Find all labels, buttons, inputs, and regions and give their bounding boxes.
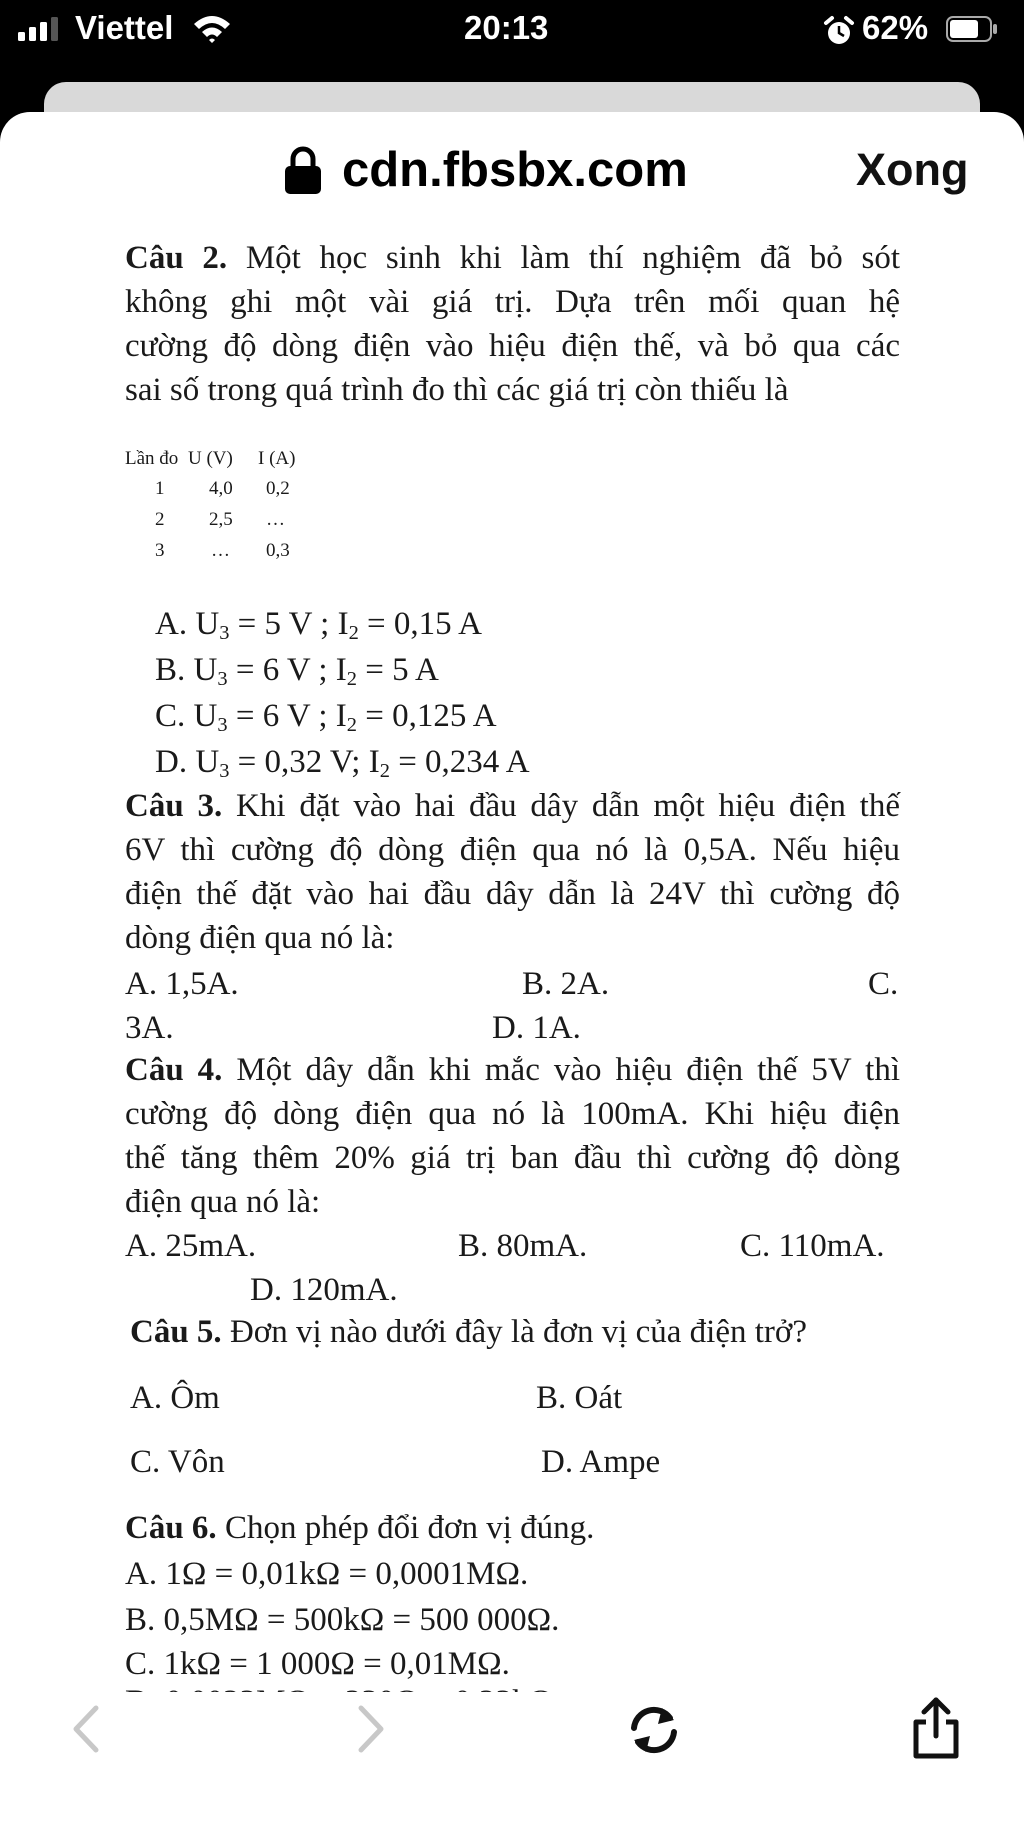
battery-percent: 62% xyxy=(862,9,929,46)
share-icon[interactable] xyxy=(912,1696,960,1760)
table-cell: 2 xyxy=(155,509,165,530)
question-number: Câu 6. xyxy=(125,1510,217,1546)
done-button[interactable]: Xong xyxy=(856,144,969,195)
question-4-text xyxy=(125,1048,900,1224)
text-line: không ghi một vài giá trị. Dựa trên mối quan hệ xyxy=(125,284,900,320)
q4-option-a: A. 25mA. xyxy=(125,1228,257,1264)
text-line: thế tăng thêm 20% giá trị ban đầu thì cường độ dòng xyxy=(125,1140,900,1176)
table-header: Lần đo xyxy=(125,448,179,469)
bottom-toolbar xyxy=(0,1692,1024,1840)
q3-option-b: B. 2A. xyxy=(522,966,610,1002)
q4-option-b: B. 80mA. xyxy=(458,1228,588,1264)
q6-option-c: C. 1kΩ = 1 000Ω = 0,01MΩ. xyxy=(125,1646,510,1682)
text-line: sai số trong quá trình đo thì các giá trị còn thiếu là xyxy=(125,372,789,408)
table-cell: 3 xyxy=(155,540,165,561)
question-2-text xyxy=(125,236,900,412)
question-number: Câu 3. xyxy=(125,788,223,824)
text-line: Một dây dẫn khi mắc vào hiệu điện thế 5V thì xyxy=(222,1052,900,1088)
clock-time: 20:13 xyxy=(464,9,549,46)
text-line: điện thế đặt vào hai đầu dây dẫn là 24V thì cường độ xyxy=(125,876,900,912)
table-cell: … xyxy=(266,509,285,530)
question-6-text: Câu 6. Chọn phép đổi đơn vị đúng. xyxy=(125,1510,595,1546)
question-number: Câu 2. xyxy=(125,240,228,276)
q2-option-c: C. $U_3 = 6$ V ; $I_2 = 0,125$ A xyxy=(155,698,497,737)
q4-option-c: C. 110mA. xyxy=(740,1228,885,1264)
carrier-name: Viettel xyxy=(75,9,174,46)
table-cell: … xyxy=(211,540,230,561)
status-bar xyxy=(0,0,1024,70)
question-number: Câu 5. xyxy=(130,1314,222,1350)
battery-icon xyxy=(946,16,998,42)
question-number: Câu 4. xyxy=(125,1052,223,1088)
q2-option-d: D. $U_3 = 0,32$ V; $I_2 = 0,234$ A xyxy=(155,744,530,783)
q3-option-a: A. 1,5A. xyxy=(125,966,239,1002)
refresh-icon[interactable] xyxy=(626,1702,682,1758)
wifi-icon xyxy=(192,14,232,44)
back-arrow-icon[interactable] xyxy=(68,1704,102,1754)
browser-sheet xyxy=(0,112,1024,1820)
lock-icon xyxy=(284,145,322,195)
text-line: Một học sinh khi làm thí nghiệm đã bỏ sót xyxy=(227,240,900,276)
table-cell: 4,0 xyxy=(209,478,233,499)
q5-option-d: D. Ampe xyxy=(541,1444,661,1480)
text-line: cường độ dòng điện vào hiệu điện thế, và bỏ qua các xyxy=(125,328,900,364)
table-cell: 1 xyxy=(155,478,165,499)
text-line: Khi đặt vào hai đầu dây dẫn một hiệu điện thế xyxy=(222,788,900,824)
table-cell: 0,3 xyxy=(266,540,290,561)
forward-arrow-icon[interactable] xyxy=(355,1704,389,1754)
table-header: I (A) xyxy=(258,448,296,469)
q2-option-b: B. $U_3 = 6$ V ; $I_2 = 5$ A xyxy=(155,652,439,691)
q5-option-c: C. Vôn xyxy=(130,1444,225,1480)
alarm-icon xyxy=(823,15,855,47)
q4-option-d: D. 120mA. xyxy=(250,1272,398,1308)
signal-icon xyxy=(18,17,62,41)
table-cell: 0,2 xyxy=(266,478,290,499)
q6-option-a: A. 1Ω = 0,01kΩ = 0,0001MΩ. xyxy=(125,1556,529,1592)
text-line: cường độ dòng điện qua nó là 100mA. Khi hiệu điện xyxy=(125,1096,900,1132)
q5-option-a: A. Ôm xyxy=(130,1380,220,1416)
text-line: điện qua nó là: xyxy=(125,1184,321,1220)
q3-option-c-label: C. xyxy=(868,966,899,1002)
url-bar[interactable] xyxy=(284,140,688,200)
table-cell: 2,5 xyxy=(209,509,233,530)
question-3-text xyxy=(125,784,900,960)
url-text: cdn.fbsbx.com xyxy=(342,143,688,197)
q2-option-a: A. $U_3 = 5$ V ; $I_2 = 0,15$ A xyxy=(155,606,482,645)
q5-option-b: B. Oát xyxy=(536,1380,623,1416)
q6-option-b: B. 0,5MΩ = 500kΩ = 500 000Ω. xyxy=(125,1602,560,1638)
table-header: U (V) xyxy=(188,448,233,469)
q3-option-c-value: 3A. xyxy=(125,1010,174,1046)
text-line: dòng điện qua nó là: xyxy=(125,920,395,956)
q3-option-d: D. 1A. xyxy=(492,1010,581,1046)
text-line: 6V thì cường độ dòng điện qua nó là 0,5A. Nếu hiệu xyxy=(125,832,900,868)
question-5-text: Câu 5. Đơn vị nào dưới đây là đơn vị của điện trở? xyxy=(130,1314,807,1350)
